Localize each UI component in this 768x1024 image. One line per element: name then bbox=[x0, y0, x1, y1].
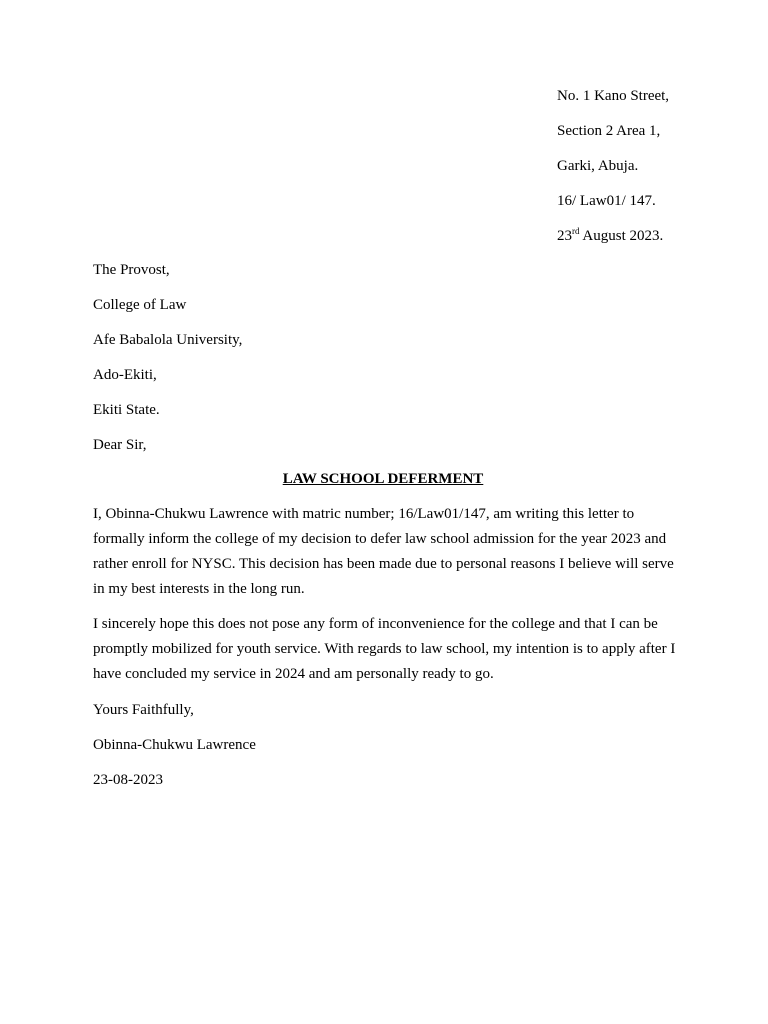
sender-matric-number: 16/ Law01/ 147. bbox=[557, 193, 656, 209]
letter-date-suffix: rd bbox=[572, 226, 580, 236]
sender-address-line-2: Section 2 Area 1, bbox=[557, 123, 661, 139]
signature-date: 23-08-2023 bbox=[93, 772, 163, 788]
recipient-line-5: Ekiti State. bbox=[93, 402, 160, 418]
letter-date-rest: August 2023. bbox=[579, 228, 664, 244]
body-paragraph-1: I, Obinna-Chukwu Lawrence with matric number; 16/Law01/147, am writing this letter to formally inform the college of my decision to defer law school admission for the year 2023 and rather enroll for NYSC. This decision has been made due to personal reasons I believe will serve in my best interests in the long run. bbox=[93, 506, 674, 597]
recipient-line-1: The Provost, bbox=[93, 262, 170, 278]
recipient-line-2: College of Law bbox=[93, 297, 187, 313]
recipient-line-3: Afe Babalola University, bbox=[93, 332, 243, 348]
letter-subject: LAW SCHOOL DEFERMENT bbox=[282, 471, 484, 487]
letter-date bbox=[557, 226, 663, 246]
sender-address-line-3: Garki, Abuja. bbox=[557, 158, 639, 174]
letter-date-day: 23 bbox=[557, 228, 572, 244]
closing: Yours Faithfully, bbox=[93, 702, 194, 718]
recipient-line-4: Ado-Ekiti, bbox=[93, 367, 157, 383]
body-paragraph-2: I sincerely hope this does not pose any form of inconvenience for the college and that I can be promptly mobilized for youth service. With regards to law school, my intention is to apply after I have concluded my service in 2024 and am personally ready to go. bbox=[93, 616, 676, 682]
signature-name: Obinna-Chukwu Lawrence bbox=[93, 737, 256, 753]
sender-address-line-1: No. 1 Kano Street, bbox=[557, 88, 670, 104]
salutation: Dear Sir, bbox=[93, 437, 147, 453]
